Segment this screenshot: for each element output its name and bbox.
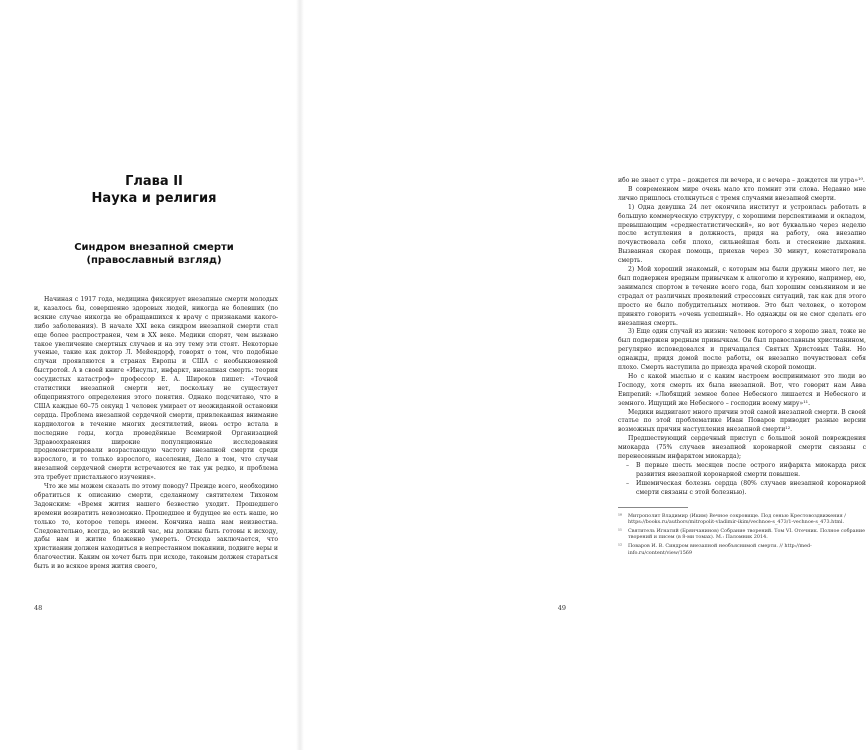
paragraph: ибо не знает с утра – дождется ли вечера, и с вечера – дождется ли утра»¹⁰. [618, 177, 865, 184]
footnote [618, 543, 866, 556]
left-page [0, 0, 300, 750]
section-title-line2: (православный взгляд) [86, 255, 222, 266]
chapter-heading [30, 173, 278, 207]
paragraph: Начиная с 1917 года, медицина фиксирует внезапные смерти молодых и, казалось бы, совершенно здоровых людей, никогда не болевших (по всякие случае никогда не обращавшихся к врачу с признаками какого-либо заболевания). В начале XXI века синдром внезапной смерти стал еще более распространен, чем в XX веке. Медики спорят, чем вызвано такое увеличение смертных случаев и на эту тему эти стоят. Некоторые ученые, такие как доктор Л. Мейендорф, говорят о том, что подобные случаи проявляются в странах Европы и США с необыкновенной быстротой. А в своей книге «Инсульт, инфаркт, внезапная смерть: теория сосудистых катастроф» профессор Е. А. Широков пишет: «Точной статистики внезапной смерти нет, поскольку не существует общепринятого определения этого понятия. Однако подсчитано, что в США каждые 60–75 секунд 1 человек умирает от неожиданной остановки сердца. Проблема внезапной сердечной смерти, привлекавшая внимание кардиологов в течение многих десятилетий, вновь остро встала в последние годы, когда проведённые Всемирной Организацией Здравоохранения широкие популяционные исследования продемонстрировали возрастающую частоту внезапной смерти среди взрослого, и то только взрослого, населения, Дело в том, что случаи внезапной сердечной смерти встречаются не так уж редко, и проблема эта требует пристального изучения». [34, 296, 278, 482]
paragraph: В современном мире очень мало кто помнит эти слова. Недавно мне лично пришлось столкнуться с тремя случаями внезапной смерти. [618, 185, 866, 202]
footnote [618, 528, 866, 541]
page-number: 49 [557, 604, 566, 612]
footnote-text: Митрополит Владимир (Иким) Вечное сокровище. Под сенью Крестовоздвижения / https://books.ru/authors/mitropolit-vladimir-ikim/vechnoe-s_473/1-vechnoe-s_473.html. [628, 512, 846, 526]
paragraph: 1) Одна девушка 24 лет окончила институт и устроилась работать в большую коммерческую структуру, с хорошими перспективами и окладом, превышающим «среднестатистический», но вот буквально через неделю после вступления в должность, придя на работу, она внезапно почувствовала себя плохо, сильнейшая боль и стеснение дыхания. Вызванная скорая помощь, приехав через 30 минут, констатировала смерть. [618, 203, 866, 265]
left-body-text [34, 296, 278, 572]
footnotes [618, 513, 866, 557]
footnote-divider [618, 507, 688, 508]
section-heading [30, 241, 278, 267]
footnote [618, 513, 866, 526]
footnote-number: ¹¹ [618, 527, 622, 534]
list-item: – Ишемическая болезнь сердца (80% случаев внезапной коронарной смерти связаны с этой болезнью). [636, 480, 866, 498]
paragraph: Что же мы можем сказать по этому поводу? Прежде всего, необходимо обратиться к описанию смерти, сделанному святителем Тихоном Задонским: «Время жития нашего безвестно уходит. Прошедшего времени возвратить невозможно. Прошедшее и будущее не есть наше, но только то, которое теперь имеем. Кончина наша нам неизвестна. Следовательно, всегда, во всякий час, мы должны быть готовы к исходу, дабы нам и житие блаженно умереть. Отсюда заключается, что христианин должен находиться в непрестанном покаянии, подвиге веры и благочестии. Каким он хочет быть при исходе, таковым должен стараться быть и во всякое время жития своего, [34, 483, 278, 571]
right-page [300, 0, 866, 750]
footnote-text: Святитель Игнатий (Брянчанинов) Собрание творений. Том VI. Отечник. Полное собрание творений и писем (в 8-ми томах). М.: Паломник 2014. [628, 527, 866, 541]
paragraph: Предшествующий сердечный приступ с большой зоной повреждения миокарда (75% случаев внезапной коронарной смерти связаны с перенесенным инфарктом миокарда); [618, 435, 866, 461]
cause-list [618, 462, 866, 498]
right-body-text [618, 177, 866, 558]
paragraph: 3) Еще один случай из жизни: человек которого я хорошо знал, тоже не был подвержен вредным привычкам. Он был православным христианином, регулярно исповедовался и причащался Святых Христовых Тайн. Но однажды, придя домой после работы, он внезапно почувствовал себя плохо. Смерть наступила до приезда врачей скорой помощи. [618, 328, 866, 372]
paragraph: Медики выдвигают много причин этой самой внезапной смерти. В своей статье по этой проблематике Иван Поваров приводит разные версии возможных причин наступления внезапной смерти¹². [618, 408, 866, 434]
chapter-title: Наука и религия [91, 191, 217, 206]
footnote-number: ¹⁰ [618, 512, 622, 519]
paragraph: 2) Мой хороший знакомый, с которым мы были дружны много лет, не был подвержен вредным привычкам к алкоголю и курению, например, ею, занимался спортом в течение всего года, был хорошим семьянином и не страдал от различных проявлений стрессовых ситуаций, так как для этого просто не было побудительных мотивов. Это был человек, о котором принято говорить «очень успешный». Но однажды он не смог сделать его внезапная смерть. [618, 266, 866, 327]
list-item: – В первые шесть месяцев после острого инфаркта миокарда риск развития внезапной коронарной смерти повышен. [636, 462, 866, 480]
page-number: 48 [34, 604, 43, 612]
paragraph: Но с какой мыслью и с каким настроем воспринимают это люди во Господу, хотя смерть их была внезапной. Вот, что говорит нам Авва Евпреnий: «Любящий земное более Небесного лишается и Небесного и земного. Ищущий же Небесного – господин всему миру»¹¹. [618, 372, 866, 407]
footnote-number: ¹² [618, 543, 622, 549]
chapter-number: Глава II [125, 174, 183, 189]
section-title-line1: Синдром внезапной смерти [74, 242, 234, 253]
footnote-text: Поваров И. В. Синдром внезапной необъяснимой смерти. // http://med-info.ru/content/view/1569 [628, 543, 812, 556]
